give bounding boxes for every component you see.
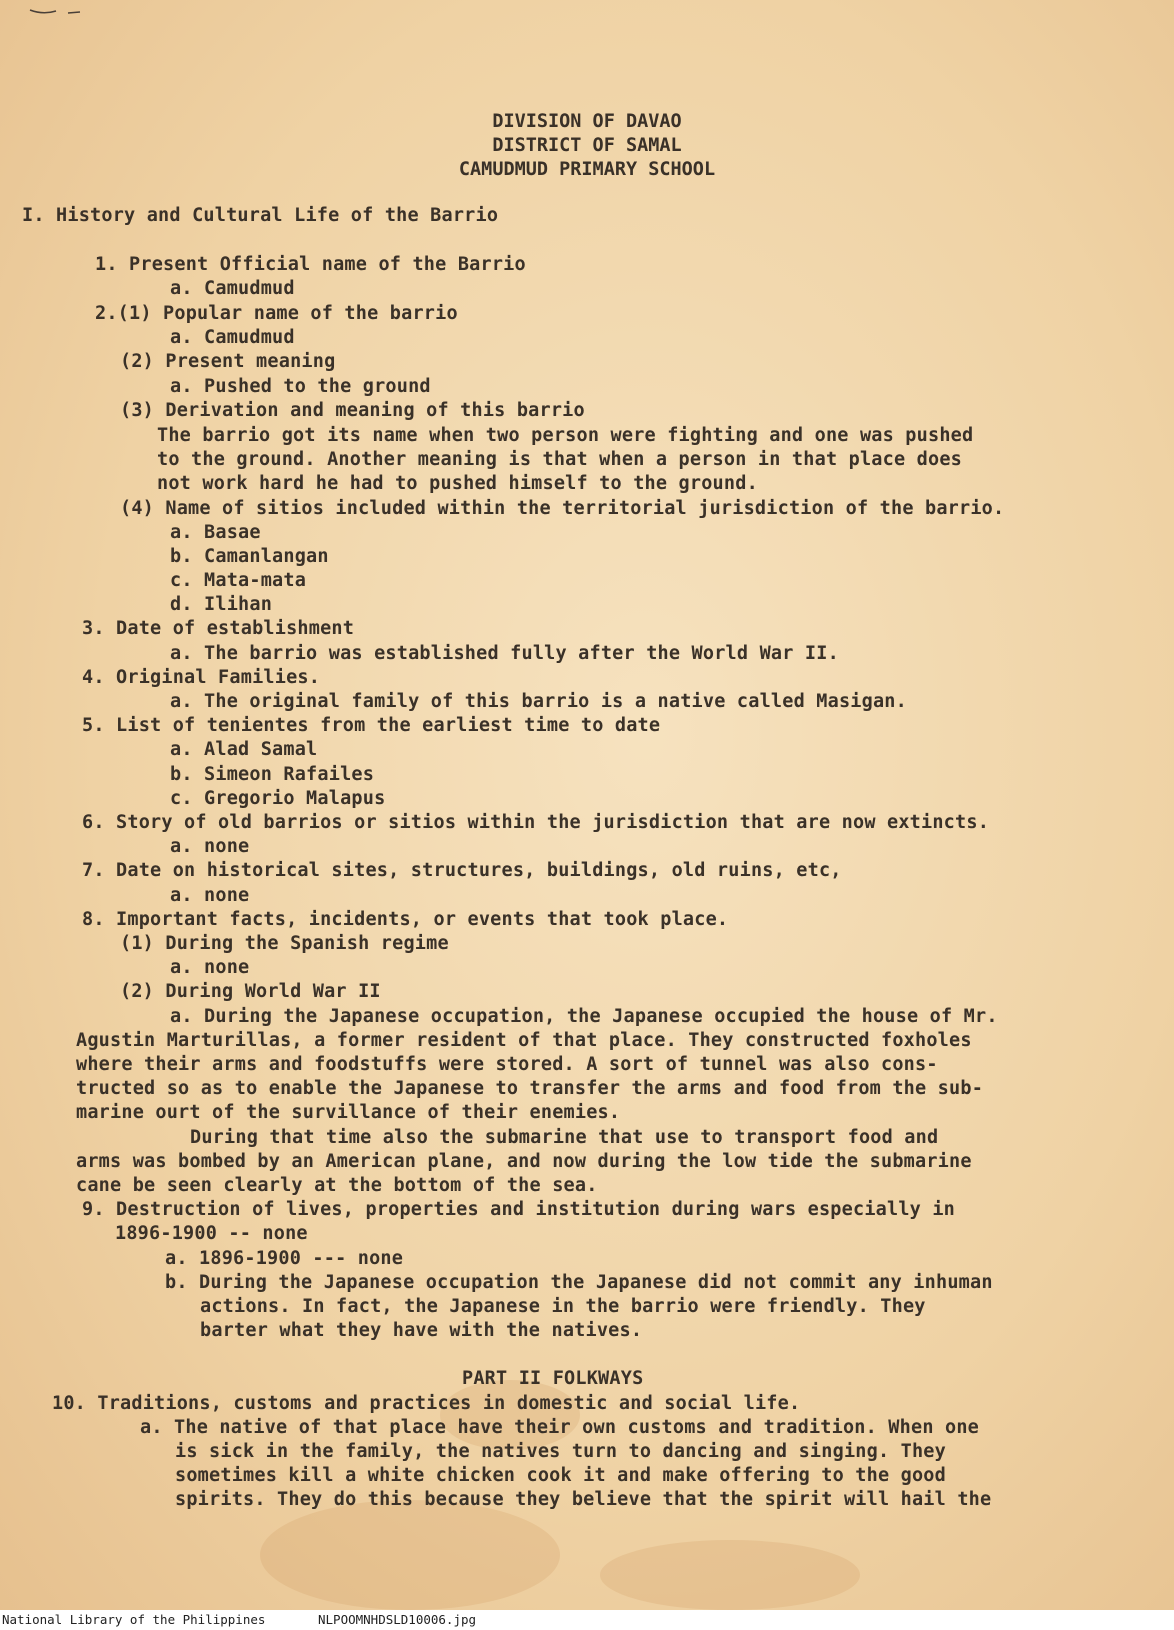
paragraph-line: arms was bombed by an American plane, and now during the low tide the submarine: [76, 1151, 972, 1172]
paragraph-line: where their arms and foodstuffs were stored. A sort of tunnel was also cons-: [76, 1054, 938, 1075]
part-heading: PART II FOLKWAYS: [462, 1368, 644, 1389]
paragraph-line: marine ourt of the survillance of their enemies.: [76, 1102, 621, 1123]
list-item: 1. Present Official name of the Barrio: [95, 254, 526, 275]
list-item: c. Mata-mata: [170, 570, 307, 591]
list-item: 3. Date of establishment: [82, 618, 355, 639]
list-item: a. Basae: [170, 522, 261, 543]
list-item: 10. Traditions, customs and practices in domestic and social life.: [52, 1393, 801, 1414]
paragraph-line: sometimes kill a white chicken cook it and make offering to the good: [175, 1465, 946, 1486]
paragraph-line: actions. In fact, the Japanese in the barrio were friendly. They: [200, 1296, 926, 1317]
list-item: (2) Present meaning: [120, 351, 336, 372]
paragraph-line: a. During the Japanese occupation, the Japanese occupied the house of Mr.: [170, 1006, 998, 1027]
list-item: 1896-1900 -- none: [115, 1223, 308, 1244]
paragraph-line: is sick in the family, the natives turn to dancing and singing. They: [175, 1441, 946, 1462]
list-item: a. none: [170, 885, 250, 906]
footer-library: National Library of the Philippines: [2, 1612, 266, 1627]
list-item: a. none: [170, 836, 250, 857]
paragraph-line: tructed so as to enable the Japanese to transfer the arms and food from the sub-: [76, 1078, 984, 1099]
paragraph-line: cane be seen clearly at the bottom of the sea.: [76, 1175, 598, 1196]
archive-footer: [0, 1610, 1174, 1630]
list-item: 6. Story of old barrios or sitios within the jurisdiction that are now extincts.: [82, 812, 990, 833]
list-item: (3) Derivation and meaning of this barrio: [120, 400, 585, 421]
list-item: 2.(1) Popular name of the barrio: [95, 303, 458, 324]
paragraph-line: barter what they have with the natives.: [200, 1320, 643, 1341]
list-item: a. Pushed to the ground: [170, 376, 431, 397]
paragraph-line: spirits. They do this because they believe that the spirit will hail the: [175, 1489, 992, 1510]
paragraph-line: Agustin Marturillas, a former resident of that place. They constructed foxholes: [76, 1030, 972, 1051]
section-heading: I. History and Cultural Life of the Barrio: [22, 205, 499, 226]
list-item: 7. Date on historical sites, structures, buildings, old ruins, etc,: [82, 860, 842, 881]
list-item: b. Simeon Rafailes: [170, 764, 375, 785]
list-item: a. Camudmud: [170, 278, 295, 299]
list-item: 8. Important facts, incidents, or events that took place.: [82, 909, 729, 930]
header-school: CAMUDMUD PRIMARY SCHOOL: [458, 159, 716, 180]
list-item: (4) Name of sitios included within the territorial jurisdiction of the barrio.: [120, 498, 1005, 519]
list-item: c. Gregorio Malapus: [170, 788, 386, 809]
list-item: (1) During the Spanish regime: [120, 933, 449, 954]
list-item: 5. List of tenientes from the earliest time to date: [82, 715, 661, 736]
list-item: a. Alad Samal: [170, 739, 318, 760]
list-item: a. The original family of this barrio is a native called Masigan.: [170, 691, 907, 712]
list-item: (2) During World War II: [120, 981, 381, 1002]
list-item: b. Camanlangan: [170, 546, 329, 567]
paragraph-line: The barrio got its name when two person were fighting and one was pushed: [157, 425, 974, 446]
pencil-mark-icon: [28, 6, 88, 16]
list-item: 4. Original Families.: [82, 667, 321, 688]
header-division: DIVISION OF DAVAO: [492, 111, 682, 132]
list-item: b. During the Japanese occupation the Japanese did not commit any inhuman: [165, 1272, 993, 1293]
list-item: a. The native of that place have their own customs and tradition. When one: [140, 1417, 980, 1438]
paragraph-line: to the ground. Another meaning is that when a person in that place does: [157, 449, 962, 470]
paper-stain: [600, 1540, 860, 1610]
list-item: 9. Destruction of lives, properties and institution during wars especially in: [82, 1199, 956, 1220]
list-item: a. Camudmud: [170, 327, 295, 348]
paragraph-line: During that time also the submarine that use to transport food and: [190, 1127, 939, 1148]
header-district: DISTRICT OF SAMAL: [492, 135, 682, 156]
list-item: a. The barrio was established fully after the World War II.: [170, 643, 839, 664]
list-item: d. Ilihan: [170, 594, 273, 615]
paragraph-line: not work hard he had to pushed himself to the ground.: [157, 473, 758, 494]
list-item: a. none: [170, 957, 250, 978]
paper-stain: [260, 1500, 560, 1610]
footer-filename: NLPOOMNHDSLD10006.jpg: [318, 1612, 477, 1627]
list-item: a. 1896-1900 --- none: [165, 1248, 404, 1269]
